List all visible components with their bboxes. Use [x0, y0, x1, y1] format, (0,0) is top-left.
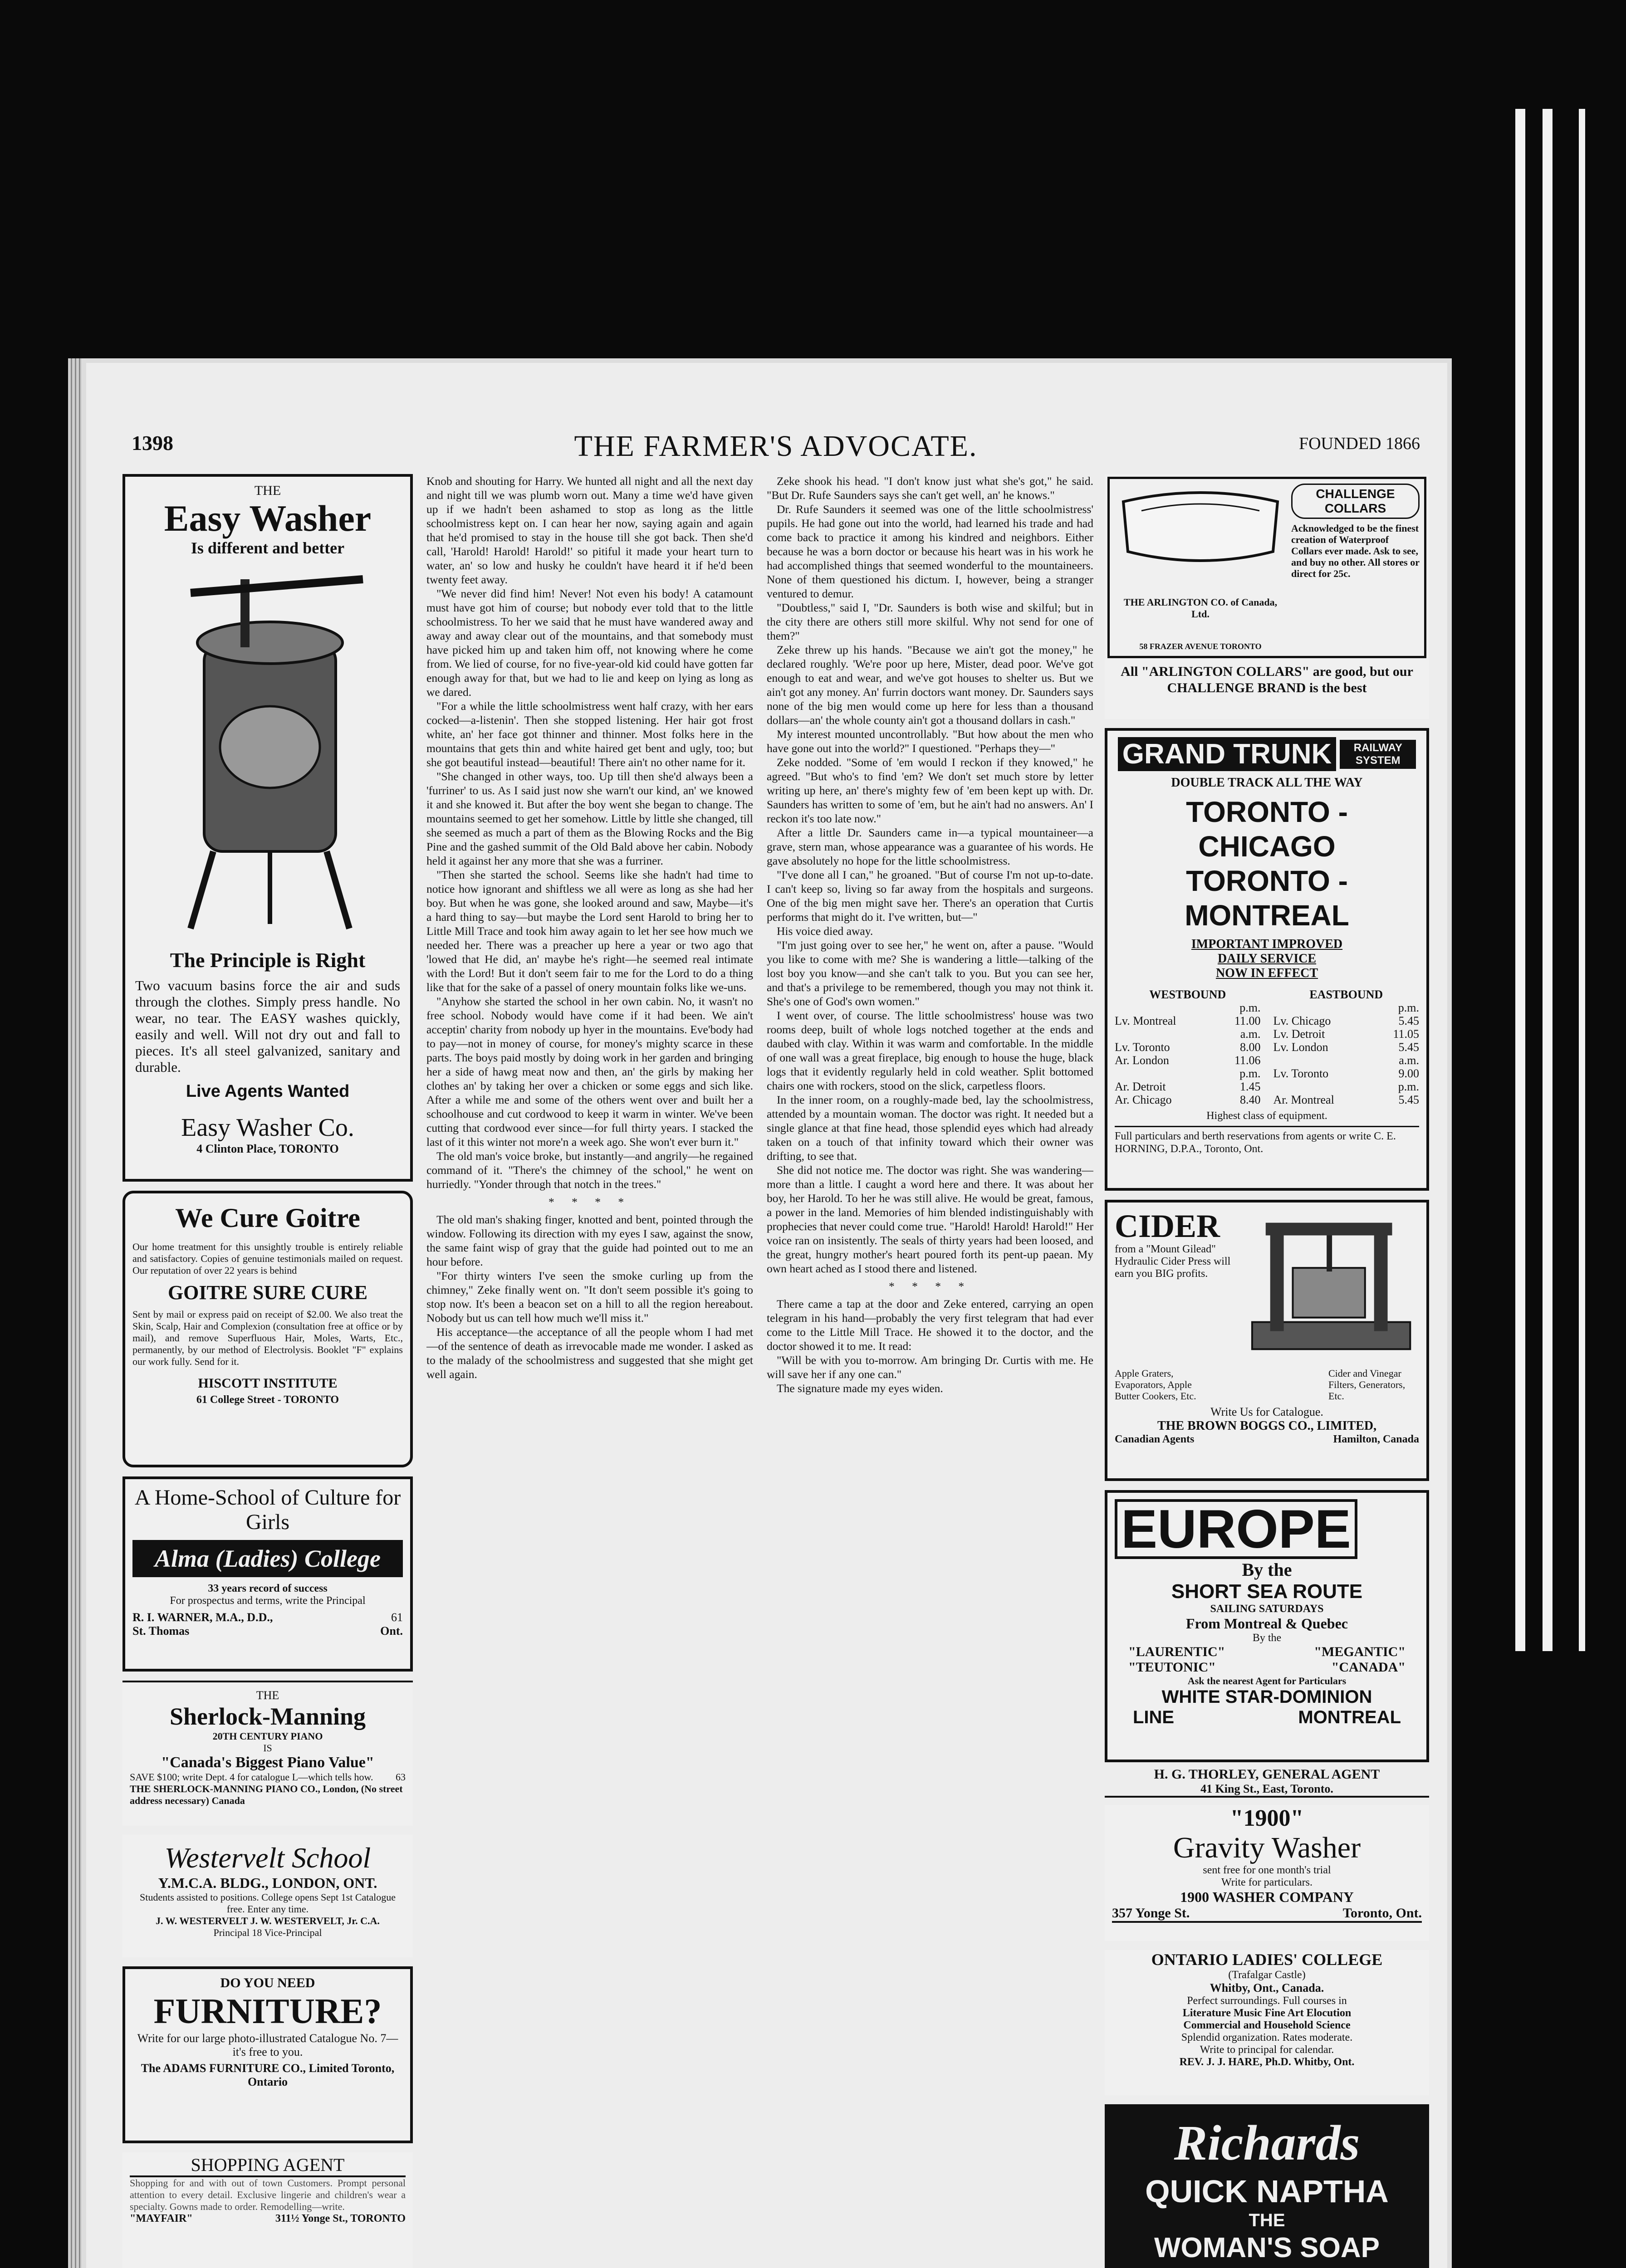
ad-sailing: SAILING SATURDAYS: [1210, 1603, 1324, 1615]
shopping-agent-ad: [122, 2152, 413, 2268]
page-header: [132, 431, 1420, 467]
westbound-row: [1115, 1041, 1261, 1054]
story-paragraph: In the inner room, on a roughly-made bed, lay the schoolmistress, attended by a mountain woman. The doctor was right. It needed but a single glance at that fine head, those splendid eyes which had already taken on a touch of that infinity toward which their owner was drifting, to see that.: [767, 1093, 1093, 1163]
ship-canada: "CANADA": [1331, 1660, 1406, 1675]
story-paragraph: I went over, of course. The little schoolmistress' house was two rooms deep, built of whole logs notched together at the ends and daubed with clay. Within it was warm and comfortable. In the middle of one wall was a great fireplace, big enough to house the huge, black logs that it evidently regularly held in cold weather. Split bottomed chairs one with rockers, stood on the slick, carpetless floors.: [767, 1009, 1093, 1092]
westbound-time: 8.00: [1240, 1041, 1261, 1054]
ad-street-number: 61: [391, 1611, 403, 1624]
ad-the-label: THE: [1249, 2210, 1285, 2230]
ad-the-label: THE: [254, 483, 281, 498]
ad-headline: Richards: [1174, 2115, 1360, 2170]
eastbound-time: p.m.: [1398, 1080, 1419, 1093]
ad-address: 4 Clinton Place, TORONTO: [196, 1142, 339, 1155]
westbound-station: Lv. Montreal: [1115, 1014, 1176, 1027]
westbound-station: Ar. Detroit: [1115, 1080, 1166, 1093]
left-ad-column: [122, 474, 413, 2268]
ad-left-list: Apple Graters, Evaporators, Apple Butter Cookers, Etc.: [1115, 1368, 1196, 1402]
eastbound-time: 5.45: [1398, 1093, 1419, 1106]
ad-tagline: Is different and better: [191, 539, 345, 557]
westbound-row: [1115, 1054, 1261, 1067]
ad-ask: Ask the nearest Agent for Particulars: [1187, 1675, 1347, 1686]
ad-product: GOITRE SURE CURE: [167, 1281, 368, 1304]
ad-name: "MAYFAIR": [130, 2213, 193, 2224]
eastbound-time: 11.05: [1393, 1027, 1419, 1041]
eastbound-time: 5.45: [1398, 1041, 1419, 1054]
section-break: * * * *: [888, 1280, 972, 1293]
eastbound-station: Lv. London: [1273, 1041, 1328, 1054]
ad-headline: A Home-School of Culture for Girls: [134, 1486, 401, 1534]
eastbound-row: [1273, 1080, 1420, 1093]
westbound-row: [1115, 1014, 1261, 1027]
eastbound-time: p.m.: [1398, 1001, 1419, 1014]
ad-headline: Gravity Washer: [1173, 1831, 1361, 1864]
page-edge-strip: [1515, 109, 1525, 1651]
westbound-row: [1115, 1080, 1261, 1093]
page-edge-strip: [1543, 109, 1553, 1651]
ad-body: Two vacuum basins force the air and suds through the clothes. Simply press handle. No wear, no tear. The EASY washes quickly, easily and well. Will not dry out and fall to pieces. It's all steel galvanized, sanitary and durable.: [135, 978, 400, 1075]
ad-slogan: WOMAN'S SOAP: [1154, 2232, 1380, 2263]
westbound-row: [1115, 1001, 1261, 1014]
story-paragraph: "I've done all I can," he groaned. "But of course I'm not up-to-date. I can't keep so, living so far away from the hospitals and surgeons. One of the big men might save her. There's an operation that Curtis performs that might do it. I've written, but—": [767, 868, 1093, 924]
ship-megantic: "MEGANTIC": [1314, 1644, 1406, 1659]
service-line-2: DAILY SERVICE: [1217, 952, 1317, 966]
eastbound-row: [1273, 1067, 1420, 1080]
ad-institute: HISCOTT INSTITUTE: [198, 1376, 338, 1391]
ad-body: Our home treatment for this unsightly trouble is entirely reliable and satisfactory. Copies of genuine testimonials mailed on request. Our reputation of over 22 years is behind: [132, 1241, 403, 1276]
ad-company-name: Easy Washer Co.: [181, 1114, 354, 1142]
ad-principle: The Principle is Right: [170, 948, 366, 972]
eastbound-row: [1273, 1054, 1420, 1067]
ad-headline: CIDER: [1115, 1208, 1220, 1244]
ad-company: THE BROWN BOGGS CO., LIMITED,: [1157, 1419, 1377, 1433]
story-paragraph: There came a tap at the door and Zeke entered, carrying an open telegram in his hand—probably the very first telegram that had ever come to the Little Mill Trace. He showed it to the doctor, and the doctor showed it to me. It read:: [767, 1297, 1093, 1353]
ad-building: Y.M.C.A. BLDG., LONDON, ONT.: [158, 1875, 377, 1891]
service-line-1: IMPORTANT IMPROVED: [1191, 937, 1343, 951]
alma-college-ad: [122, 1476, 413, 1672]
ad-by: By the: [1252, 1632, 1282, 1644]
page-number: 1398: [132, 431, 173, 455]
ad-save-text: SAVE $100; write Dept. 4 for catalogue L—which tells how.: [130, 1771, 373, 1783]
ad-names: J. W. WESTERVELT J. W. WESTERVELT, Jr. C.A.: [156, 1915, 380, 1926]
line-name: WHITE STAR-DOMINION: [1161, 1687, 1372, 1707]
eastbound-row: [1273, 1093, 1420, 1106]
westbound-time: a.m.: [1240, 1027, 1261, 1041]
cider-press-ad: [1105, 1200, 1429, 1481]
ad-address: 58 FRAZER AVENUE TORONTO: [1139, 642, 1262, 651]
eastbound-heading: EASTBOUND: [1309, 988, 1383, 1001]
ad-headline: FURNITURE?: [153, 1991, 382, 2031]
ad-particulars: Full particulars and berth reservations from agents or write C. E. HORNING, D.P.A., Toronto, Ont.: [1115, 1126, 1419, 1155]
ad-headline: Easy Washer: [164, 498, 372, 539]
ad-body: Shopping for and with out of town Customers. Prompt personal attention to every detail. Exclusive lingerie and children's wear a specialty. Gowns made to order. Remodelling—write.: [130, 2177, 406, 2212]
ad-students: Students assisted to positions. College opens Sept 1st Catalogue free. Enter any time.: [139, 1892, 396, 1915]
story-paragraph: Zeke nodded. "Some of 'em would I reckon if they knowed," he agreed. "But who's to find 'em? We don't set much store by letter writing up here, an' there's mighty few of 'em been kept up with. Dr. Saunders has written to some of 'em, but he ain't had no answers. An' I reckon it's too late now.": [767, 756, 1093, 825]
ad-question: DO YOU NEED: [220, 1975, 315, 1990]
westbound-time: 11.06: [1234, 1054, 1261, 1067]
ad-principal: R. I. WARNER, M.A., D.D.,: [132, 1611, 273, 1624]
ad-right-list: Cider and Vinegar Filters, Generators, Etc.: [1328, 1368, 1406, 1402]
easy-washer-ad: [122, 474, 413, 1182]
story-paragraph: After a little Dr. Saunders came in—a typical mountaineer—a grave, stern man, whose appearance was a guarantee of his words. He gave absolutely no hope for the little schoolmistress.: [767, 826, 1093, 867]
story-paragraph: Dr. Rufe Saunders it seemed was one of the little schoolmistress' pupils. He had gone out into the world, had learned his trade and had come back to practice it among his kindred and neighbors. Either because he was a born doctor or because his heart was in his work he had accomplished things that seemed wonderful to the mountaineers. None of them questioned his dictum. I, however, being a stranger ventured to demur.: [767, 503, 1093, 600]
gravity-washer-ad: [1105, 1805, 1429, 1941]
westbound-row: [1115, 1027, 1261, 1041]
ad-principal: REV. J. J. HARE, Ph.D. Whitby, Ont.: [1179, 2056, 1355, 2068]
newspaper-page: [86, 363, 1447, 2268]
eastbound-station: Lv. Chicago: [1273, 1014, 1331, 1027]
story-paragraph: My interest mounted uncontrollably. "But how about the men who have gone out into the world?" I questioned. "Perhaps they—": [767, 728, 1093, 755]
ad-company: THE ARLINGTON CO. of Canada, Ltd.: [1123, 596, 1278, 620]
westbound-rows: [1115, 1001, 1261, 1106]
service-line-3: NOW IN EFFECT: [1215, 966, 1318, 980]
founded-line: FOUNDED 1866: [1298, 434, 1420, 453]
ad-write: Write to principal for calendar.: [1200, 2044, 1334, 2056]
grand-trunk-logo: GRAND TRUNK: [1118, 737, 1337, 771]
washer-illustration: [150, 566, 386, 938]
alma-logo: Alma (Ladies) College: [132, 1540, 403, 1577]
story-paragraph: The old man's shaking finger, knotted and bent, pointed through the window. Following its direction with my eyes I saw, against the snow, the same faint wisp of gray that the guide had pointed out to me an hour before.: [426, 1213, 753, 1268]
ad-subtitle: (Trafalgar Castle): [1228, 1969, 1306, 1981]
publication-title: THE FARMER'S ADVOCATE.: [574, 430, 978, 463]
story-paragraph: "I'm just going over to see her," he went on, after a pause. "Would you like to come with me? She is wandering a little—talking of the lost boy you know—and she can't talk to you. But you can see her, and that's a privilege to be remembered, though you may not think it. She's one of God's own women.": [767, 938, 1093, 1008]
eastbound-station: Ar. Montreal: [1273, 1093, 1334, 1106]
ad-subtitle: 20TH CENTURY PIANO: [212, 1730, 323, 1742]
eastbound-row: [1273, 1041, 1420, 1054]
ad-is: IS: [263, 1742, 272, 1754]
ad-body: Write for our large photo-illustrated Catalogue No. 7—it's free to you.: [137, 2032, 398, 2058]
goitre-ad: [122, 1191, 413, 1467]
ad-splendid: Splendid organization. Rates moderate.: [1181, 2032, 1353, 2043]
story-paragraph: Zeke shook his head. "I don't know just what she's got," he said. "But Dr. Rufe Saunders says she can't get well, an' he knows.": [767, 474, 1093, 502]
story-paragraph: "Then she started the school. Seems like she hadn't had time to notice how ignorant and shiftless we all were as long as she had her boy. But when he was gone, she looked around and saw, Maybe—it's a hard thing to say—but maybe the Lord sent Harold to bring her to Little Mill Trace and took him away again to let her see how much we needed her. There was a preacher up here a year or two ago that 'lowed that He did, an' maybe he's right—he seemed real intimate with the Lord! But it don't seem fair to me for the Lord to do a thing like that for the sake of a passel of onery mountain folks like we-uns.: [426, 868, 753, 994]
ship-teutonic: "TEUTONIC": [1128, 1660, 1216, 1675]
eastbound-rows: [1273, 1001, 1420, 1106]
ad-highest-class: Highest class of equipment.: [1206, 1110, 1327, 1122]
ad-commercial: Commercial and Household Science: [1183, 2019, 1351, 2031]
ad-company: THE SHERLOCK-MANNING PIANO CO., London, (No street address necessary) Canada: [130, 1783, 403, 1806]
eastbound-row: [1273, 1001, 1420, 1014]
ad-agents: Canadian Agents: [1115, 1433, 1195, 1445]
ad-footer: All "ARLINGTON COLLARS" are good, but our CHALLENGE BRAND is the best: [1121, 664, 1413, 695]
story-column-2: [767, 474, 1093, 2268]
westbound-time: 11.00: [1234, 1014, 1261, 1027]
westbound-station: Ar. London: [1115, 1054, 1169, 1067]
ad-route: SHORT SEA ROUTE: [1171, 1580, 1363, 1603]
ad-catalogue: Write Us for Catalogue.: [1210, 1405, 1323, 1418]
westbound-time: 1.45: [1240, 1080, 1261, 1093]
ad-city: Toronto, Ont.: [1342, 1906, 1422, 1921]
right-ad-column: [1105, 474, 1429, 2268]
ad-headline: SHOPPING AGENT: [130, 2154, 406, 2177]
ad-city: Whitby, Ont., Canada.: [1210, 1981, 1324, 1994]
challenge-brand: CHALLENGE COLLARS: [1291, 484, 1420, 519]
ad-year: "1900": [1230, 1805, 1304, 1831]
sherlock-manning-ad: [122, 1681, 413, 1826]
ad-number: 63: [396, 1771, 406, 1783]
ad-by-the: By the: [1242, 1559, 1292, 1580]
eastbound-time: 5.45: [1398, 1014, 1419, 1027]
white-star-europe-ad: [1105, 1490, 1429, 1762]
eastbound-row: [1273, 1027, 1420, 1041]
ad-the-label: THE: [256, 1689, 279, 1702]
timetable: [1115, 988, 1419, 1106]
westbound-row: [1115, 1067, 1261, 1080]
westbound-time: 8.40: [1240, 1093, 1261, 1106]
ad-city: St. Thomas: [132, 1624, 190, 1637]
ad-trial: sent free for one month's trial: [1203, 1864, 1331, 1876]
story-paragraph: "Doubtless," said I, "Dr. Saunders is both wise and skilful; but in the city there are others still more skilful. Why not send for one of them?": [767, 601, 1093, 642]
story-paragraph: "We never did find him! Never! Not even his body! A catamount must have got him of course; but nobody ever told that to the little schoolmistress. To her we said that he must have wandered away and away and away clear out of the mountains, and that somebody must have picked him up and taken him off, not knowing where he come from. We lied of course, for no five-year-old kid could have gotten far enough away for that, but we had to lie and keep on lying as long as we dared.: [426, 587, 753, 699]
westbound-row: [1115, 1093, 1261, 1106]
ad-double-track: DOUBLE TRACK ALL THE WAY: [1171, 776, 1363, 790]
europe-agent: H. G. THORLEY, GENERAL AGENT: [1154, 1767, 1380, 1782]
arlington-collars-ad: [1105, 474, 1429, 719]
furniture-ad: [122, 1966, 413, 2143]
route-toronto-chicago: TORONTO - CHICAGO: [1186, 796, 1348, 863]
story-paragraph: She did not notice me. The doctor was right. She was wandering—more than a little. I caught a word here and there. It was about her boy, her Harold. To her he was still alive. He would be great, famous, a power in the land. Memories of him blended indistinguishably with prophecies that never could come true. "Harold! Harold! Harold!" Her voice ran on insistently. The seals of thirty years had been loosed, and the great, hungry mother's heart poured forth its pent-up paean. My own heart ached as I stood there and listened.: [767, 1163, 1093, 1275]
westbound-station: Ar. Chicago: [1115, 1093, 1172, 1106]
line-city: MONTREAL: [1298, 1707, 1401, 1727]
story-paragraph: The signature made my eyes widen.: [777, 1382, 943, 1395]
ad-product: QUICK NAPTHA: [1145, 2174, 1389, 2209]
ad-headline: ONTARIO LADIES' COLLEGE: [1151, 1950, 1383, 1969]
ad-record: 33 years record of success: [208, 1583, 328, 1594]
ad-company: The ADAMS FURNITURE CO., Limited Toronto, Ontario: [141, 2062, 395, 2088]
eastbound-station: Lv. Toronto: [1273, 1067, 1329, 1080]
ad-company: 1900 WASHER COMPANY: [1180, 1889, 1354, 1905]
story-paragraph: "Anyhow she started the school in her own cabin. No, it wasn't no free school. Nobody would have come if it had been. We ain't acceptin' charity from nobody up hyer in the mountains. Eve'body had to pay—not in money of course, for money's mighty scarce in these parts. The boys paid mostly by doing work in her garden and bringing her a side of hawg meat now and then, an' the girls by making her clothes an' by taking her over a chicken or some eggs and sich like. After a while me and some of the others went over and built her a schoolhouse and cut cordwood to keep it warm in winter. We've been cutting that cordwood ever since—for full thirty years. I stacked the last of it this winter not more'n a week ago. She won't ever burn it.": [426, 995, 753, 1149]
section-break: * * * *: [548, 1195, 632, 1208]
story-paragraph: "For thirty winters I've seen the smoke curling up from the chimney," Zeke finally went on. "It don't seem possible it's going to stop now. It's been a beacon set on a hill to all the region hereabout. Nobody but us can tell how much we'll miss it.": [426, 1269, 753, 1325]
ad-headline: EUROPE: [1115, 1499, 1357, 1559]
ad-from: From Montreal & Quebec: [1186, 1615, 1348, 1632]
ad-slogan: "Canada's Biggest Piano Value": [161, 1754, 374, 1771]
ontario-ladies-college-ad: [1105, 1950, 1429, 2095]
story-paragraph: His voice died away.: [777, 924, 873, 938]
europe-agent-address: 41 King St., East, Toronto.: [1105, 1782, 1429, 1798]
ad-street: 357 Yonge St.: [1112, 1906, 1190, 1921]
grand-trunk-system: RAILWAY SYSTEM: [1340, 740, 1416, 769]
westervelt-ad: [122, 1835, 413, 1957]
story-paragraph: Knob and shouting for Harry. We hunted all night and all the next day and night till we was plumb worn out. Many a time we'd have given up if we hadn't been ashamed to stop as long as the little schoolmistress kept on. I can hear her now, saying again and again that he'd promised to stay in the house till she got back. Then she'd call, 'Harold! Harold! Harold!' so pitiful it made your heart turn to water, an' so low and husky he couldn't have heard it if he'd been twenty feet away.: [426, 474, 753, 586]
story-paragraph: "For a while the little schoolmistress went half crazy, with her ears cocked—a-listenin'. Then she stopped listening. Her hair got frost white, an' her face got thinner and thinner. Most folks here in the mountains that gets thin and white haired get bent and ugly, too; but she got beautiful instead—beautiful! There ain't no other name for it.: [426, 699, 753, 769]
story-paragraph: "Will be with you to-morrow. Am bringing Dr. Curtis with me. He will save her if any one can.": [767, 1354, 1093, 1381]
eastbound-station: Lv. Detroit: [1273, 1027, 1325, 1041]
collar-illustration: [1114, 484, 1287, 574]
ship-laurentic: "LAURENTIC": [1128, 1644, 1225, 1659]
ad-body: from a "Mount Gilead" Hydraulic Cider Press will earn you BIG profits.: [1115, 1243, 1231, 1280]
eastbound-time: a.m.: [1399, 1054, 1419, 1067]
ad-write: Write for particulars.: [1221, 1877, 1313, 1888]
ad-agents-wanted: Live Agents Wanted: [186, 1082, 350, 1101]
story-paragraph: "She changed in other ways, too. Up till then she'd always been a 'furriner' to us. As I said just now she warn't our kind, an' we knowed it and she knowed it. But after the boy went she began to change. The mountains seemed to get her somehow. Little by little she changed, till she seemed as much a part of them as the Blowing Rocks and the Big Pine and the gashed summit of the Old Bald above her cabin. Nobody held it against her any more that she was a furriner.: [426, 770, 753, 867]
ad-courses: Literature Music Fine Art Elocution: [1182, 2007, 1352, 2019]
westbound-heading: WESTBOUND: [1149, 988, 1226, 1001]
ad-roles: Principal 18 Vice-Principal: [213, 1927, 322, 1938]
eastbound-time: 9.00: [1398, 1067, 1419, 1080]
richards-soap-ad: [1105, 2104, 1429, 2268]
ad-city: Hamilton, Canada: [1333, 1433, 1419, 1445]
page-edge-strip: [1579, 109, 1585, 1651]
ad-details: Sent by mail or express paid on receipt of $2.00. We also treat the Skin, Scalp, Hair and Complexion (consultation free at office or by mail), and remove Superfluous Hair, Moles, Warts, Etc., permanently, by our method of Electrolysis. Booklet "F" explains our work fully. Send for it.: [132, 1309, 403, 1367]
ad-province: Ont.: [380, 1624, 403, 1637]
ad-text: Perfect surroundings. Full courses in: [1187, 1995, 1347, 2007]
route-toronto-montreal: TORONTO - MONTREAL: [1185, 865, 1349, 932]
westbound-time: p.m.: [1239, 1067, 1261, 1080]
ad-headline: Sherlock-Manning: [169, 1703, 366, 1730]
ad-body: Acknowledged to be the finest creation of Waterproof Collars ever made. Ask to see, and buy no other. All stores or direct for 25c.: [1291, 523, 1420, 579]
ad-address: 61 College Street - TORONTO: [196, 1394, 339, 1406]
cider-press-illustration: [1243, 1209, 1419, 1363]
story-paragraph: Zeke threw up his hands. "Because we ain't got the money," he declared roughly. 'We're poor up here, Mister, dead poor. We've got enough to eat and wear, and we've got houses to shelter us. But we ain't got any money. An' furrin doctors want money. Dr. Saunders says none of the big men would come up here for less than a thousand dollars—an' the whole county ain't got a thousand dollars in cash.": [767, 643, 1093, 727]
story-paragraph: His acceptance—the acceptance of all the people whom I had met—of the sentence of death as irrevocable made me wonder. I asked as to the malady of the schoolmistress and suggested that she might get well again.: [426, 1325, 753, 1381]
grand-trunk-ad: [1105, 728, 1429, 1191]
eastbound-row: [1273, 1014, 1420, 1027]
westbound-station: Lv. Toronto: [1115, 1041, 1170, 1054]
westbound-time: p.m.: [1239, 1001, 1261, 1014]
line-name-word: LINE: [1133, 1707, 1175, 1727]
ad-headline: We Cure Goitre: [175, 1203, 360, 1233]
ad-address: 311½ Yonge St., TORONTO: [275, 2213, 406, 2224]
westervelt-logo: Westervelt School: [164, 1842, 371, 1874]
story-column-1: [426, 474, 753, 2268]
ad-prospectus: For prospectus and terms, write the Principal: [170, 1595, 366, 1607]
story-paragraph: The old man's voice broke, but instantly—and angrily—he regained command of it. "There's the chimney of the school," he went on hurriedly. "Yonder through that notch in the trees.": [426, 1149, 753, 1191]
